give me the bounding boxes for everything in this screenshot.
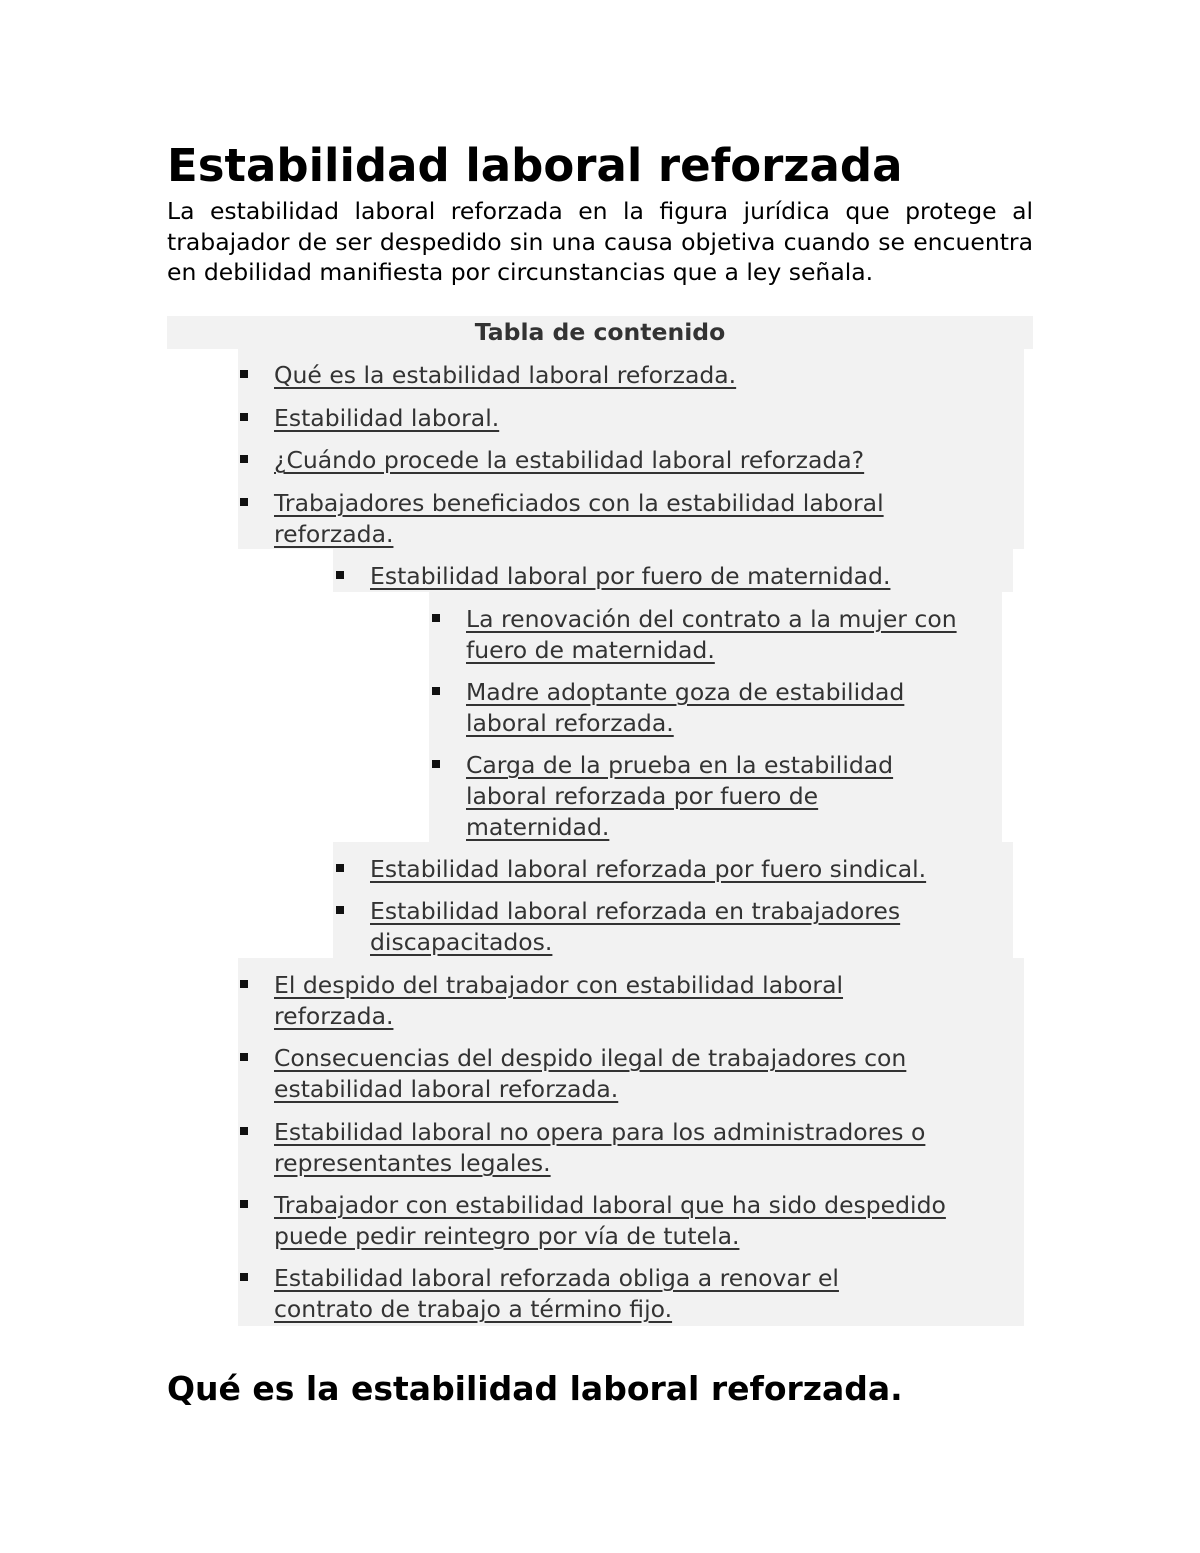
toc-item	[274, 1190, 974, 1252]
toc-link[interactable]: Consecuencias del despido ilegal de trabajadores con estabilidad laboral reforzada.	[274, 1044, 907, 1103]
toc-item	[274, 1043, 1014, 1105]
toc-link[interactable]: Estabilidad laboral reforzada obliga a renovar el contrato de trabajo a término fijo.	[274, 1264, 839, 1323]
document-title: Estabilidad laboral reforzada	[167, 139, 903, 192]
toc-link[interactable]: La renovación del contrato a la mujer con fuero de maternidad.	[466, 605, 957, 664]
bullet-icon	[432, 614, 440, 622]
toc-link[interactable]: Estabilidad laboral.	[274, 404, 500, 432]
toc-link[interactable]: Qué es la estabilidad laboral reforzada.	[274, 361, 737, 389]
toc-heading: Tabla de contenido	[167, 316, 1033, 349]
toc-link[interactable]: ¿Cuándo procede la estabilidad laboral reforzada?	[274, 446, 865, 474]
bullet-icon	[240, 370, 248, 378]
bullet-icon	[240, 1053, 248, 1061]
toc-item	[274, 360, 1014, 391]
section-heading: Qué es la estabilidad laboral reforzada.	[167, 1369, 903, 1408]
intro-paragraph: La estabilidad laboral reforzada en la figura jurídica que protege al trabajador de ser despedido sin una causa objetiva cuando se encuentra en debilidad manifiesta por circunstancias que a ley señala.	[167, 197, 1033, 286]
toc-item	[370, 561, 1010, 592]
toc-item	[370, 854, 1010, 885]
toc-item	[274, 488, 979, 550]
toc-item	[274, 1117, 1022, 1179]
toc-item	[466, 604, 981, 666]
toc-item	[466, 677, 981, 739]
bullet-icon	[240, 1200, 248, 1208]
toc-item	[466, 750, 966, 843]
bullet-icon	[432, 687, 440, 695]
toc-link[interactable]: Estabilidad laboral por fuero de maternidad.	[370, 562, 891, 590]
bullet-icon	[240, 1273, 248, 1281]
bullet-icon	[240, 980, 248, 988]
toc-link[interactable]: Estabilidad laboral reforzada por fuero sindical.	[370, 855, 927, 883]
bullet-icon	[240, 455, 248, 463]
bullet-icon	[240, 413, 248, 421]
bullet-icon	[336, 571, 344, 579]
toc-item	[274, 1263, 934, 1325]
toc-item	[370, 896, 990, 958]
toc-link[interactable]: Madre adoptante goza de estabilidad laboral reforzada.	[466, 678, 905, 737]
toc-link[interactable]: Estabilidad laboral no opera para los administradores o representantes legales.	[274, 1118, 926, 1177]
bullet-icon	[240, 1127, 248, 1135]
toc-link[interactable]: Estabilidad laboral reforzada en trabajadores discapacitados.	[370, 897, 901, 956]
toc-link[interactable]: Trabajadores beneficiados con la estabilidad laboral reforzada.	[274, 489, 884, 548]
bullet-icon	[336, 864, 344, 872]
toc-item	[274, 403, 1014, 434]
toc-link[interactable]: Carga de la prueba en la estabilidad laboral reforzada por fuero de maternidad.	[466, 751, 894, 841]
toc-item	[274, 445, 1014, 476]
toc-item	[274, 970, 944, 1032]
toc-link[interactable]: El despido del trabajador con estabilidad laboral reforzada.	[274, 971, 844, 1030]
bullet-icon	[336, 906, 344, 914]
bullet-icon	[432, 760, 440, 768]
toc-link[interactable]: Trabajador con estabilidad laboral que ha sido despedido puede pedir reintegro por vía de tutela.	[274, 1191, 946, 1250]
bullet-icon	[240, 498, 248, 506]
